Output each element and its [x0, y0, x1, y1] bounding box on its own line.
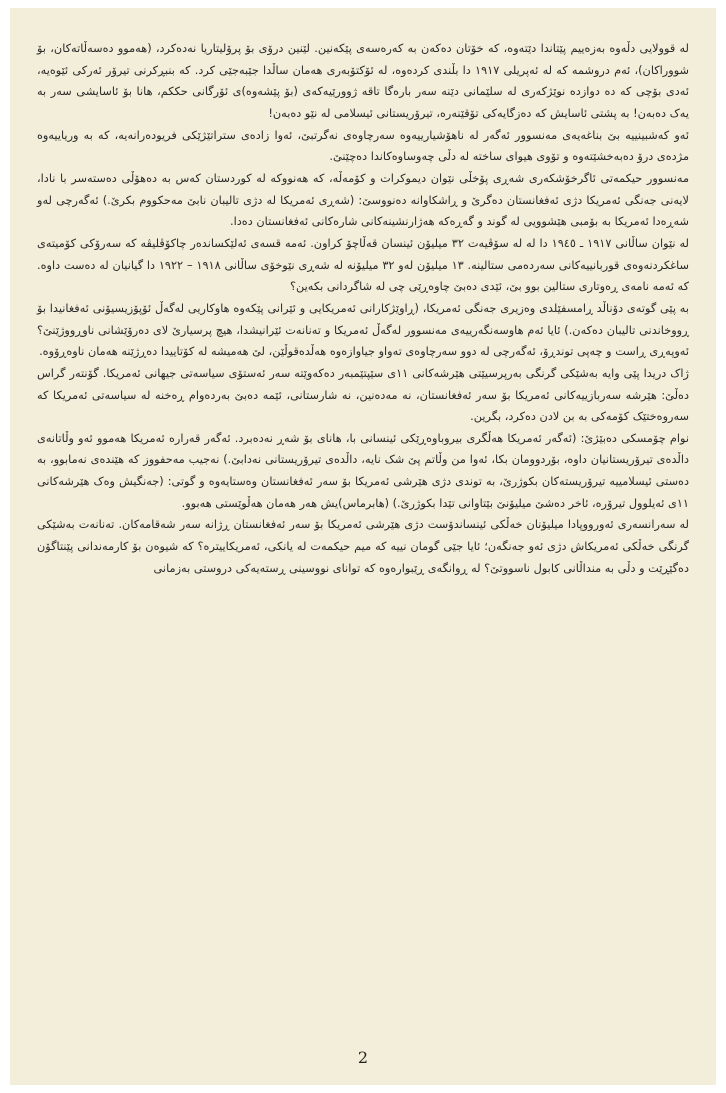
paragraph: له قوولایی دڵەوە بەزەییم پێتاندا دێتەوە، کە خۆتان دەکەن بە کەرەسەی پێکەنین. لێنین درۆی بۆ پرۆلیتاریا نەدەکرد، (هەموو دەسەڵاتەکان، بۆ شووراکان)، ئەم دروشمە کە لە ئەپریلی ١٩١٧ دا بڵندی کردەوە، لە ئۆکتۆبەری هەمان ساڵدا جێبەجێی کرد. کە بنبڕکرنی تیرۆر ئەرکی ئێوەیە، ئەدی بۆچی کە دە دوازدە نوێژکەری لە سلێمانی دێنە سەر بارەگا تاقە ژوورێیەکەی (بۆ پێشەوە)ی ئۆرگانی حککم، هانا بۆ ئاسایشی سەر بە یەک دەبەن! بە پشتی ئاسایش کە دەزگایەکی تۆقێنەرە، تیرۆریستانی ئیسلامی لە نێو دەبەن! [37, 42, 689, 120]
paragraph: ئەو کەشبینییە بێ بناغەیەی مەنسوور ئەگەر لە ناهۆشیارییەوە سەرچاوەی نەگرتبێ، ئەوا زادەی ستراتێژێکی فریودەرانەیە، کە بە وریاییەوە مژدەی درۆ دەبەخشێتەوە و تۆوی هیوای ساختە لە دڵی چەوساوەکاندا دەچێنێ. [37, 128, 689, 164]
page-number: 2 [357, 1048, 369, 1067]
paragraph: نوام چۆمسکی دەبێژێ: (ئەگەر ئەمریکا هەڵگری بیروباوەڕێکی ئینسانی با، هانای بۆ شەڕ نەدەبرد. ئەگەر قەرارە ئەمریکا هەموو ئەو وڵاتانەی داڵدەی تیرۆریستانیان داوە، بۆردوومان بکا، ئەوا من وڵاتم پێ شک نایە، داڵدەی تیرۆریستانی نەدابێ.) نەجیب مەحفووز کە هێندەی نەمابوو، بە دەستی ئیسلامییە تیرۆریستەکان بکوژرێ، بە توندی دژی هێرشی ئەمریکا بۆ سەر ئەفغانستان وەستایەوە و گوتی: (جەنگیش وەک هێرشەکانی ١١ی ئەیلوول تیرۆرە، ئاخر دەشێ میلیۆنێ بێتاوانی تێدا بکوژرێ.) (هابرماس)یش هەر هەمان هەڵوێستی هەبوو. [37, 431, 689, 510]
paragraph: بە پێی گوتەی دۆناڵد ڕامسفێلدی وەزیری جەنگی ئەمریکا، (ڕاوێژکارانی ئەمریکایی و ئێرانی پێکەوە هاوکاریی لەگەڵ ئۆپۆزیسیۆنی ئەفغانیدا بۆ ڕووخاندنی تالیبان دەکەن.) ئایا ئەم هاوسەنگەرییەی مەنسوور لەگەڵ ئەمریکا و تەنانەت ئێرانیشدا، هیچ پرسیارێ لای دەرۆێشانی ناوڕووژێنێ؟ ئەوپەڕی ڕاست و چەپی توندڕۆ، ئەگەرچی لە دوو سەرچاوەی تەواو جیاوازەوە هەڵدەقوڵێن، لێ هەمیشە لە کۆتاییدا دەڕژێنە هەمان ناوەڕۆوە. [37, 301, 689, 359]
paragraph: لە نێوان ساڵانی ١٩١٧ ـ ١٩٤٥ دا لە لە سۆڤیەت ٣٢ میلیۆن ئینسان قەڵاچۆ کراون. ئەمە قسەی ئەلێکساندەر چاکۆڤلیڤە کە سەرۆکی کۆمیتەی ساغکردنەوەی قوربانییەکانی سەردەمی ستالینە. ١٣ میلیۆن لەو ٣٢ میلیۆنە لە شەڕی نێوخۆی ساڵانی ١٩١٨ – ١٩٢٢ دا گیانیان لە دەست داوە. کە ئەمە نامەی ڕەوتاری ستالین بوو بێ، ئێدی دەبێ چاوەڕێی چی لە شاگردانی بکەین؟ [37, 236, 689, 294]
paragraph: مەنسوور حیکمەتی ئاگرخۆشکەری شەڕی پۆخڵی نێوان دیموکرات و کۆمەڵە، کە هەنووکە لە کوردستان کەس بە دەهۆڵی دەستەسر با نادا، لایەنی جەنگی ئەمریکا دژی ئەفغانستان دەگرێ و ڕاشکاوانە دەنووسێ: (شەڕی ئەمریکا لە دژی تالیبان نابێ مەحکووم بکرێ.) ئەگەرچی لەو شەڕەدا ئەمریکا بە بۆمبی هێشوویی لە گوند و گەڕەکە هەژارنشینەکانی شارەکانی ئەفغانستان دەدا. [37, 171, 689, 229]
paragraph: ژاک دریدا پێی وایە بەشێکی گرنگی بەرپرسیێتی هێرشەکانی ١١ی سێپتێمبەر دەکەوێتە سەر ئەستۆی سیاسەتی جیهانی ئەمریکا. گۆنتەر گراس دەڵێ: هێرشە سەربازییەکانی ئەمریکا بۆ سەر ئەفغانستان، نە مەدەنین، نە شارستانی، ئێمە دەبێ بەردەوام ڕەخنە لە سیاسەتی ئەمریکا کە سەروەختێک کۆمەکی بە بن لادن دەکرد، بگرین. [37, 366, 689, 424]
document-page [10, 8, 716, 1085]
body-text [37, 38, 689, 579]
paragraph: لە سەرانسەری ئەورووپادا میلیۆنان خەڵکی ئینساندۆست دژی هێرشی ئەمریکا بۆ سەر ئەفغانستان ڕژانە سەر شەقامەکان. تەنانەت بەشێکی گرنگی خەڵکی ئەمریکاش دژی ئەو جەنگەن؛ ئایا جێی گومان نییە کە میم حیکمەت لە یانکی، ئەمریکاییترە؟ کە شیوەن بۆ کارمەندانی پێنتاگۆن دەگێڕێت و دڵی بە منداڵانی کابول ناسووتێ؟ لە ڕوانگەی ڕێبوارەوە کە توانای نووسینی ڕستەیەکی دروستی بەزمانی [37, 518, 689, 575]
